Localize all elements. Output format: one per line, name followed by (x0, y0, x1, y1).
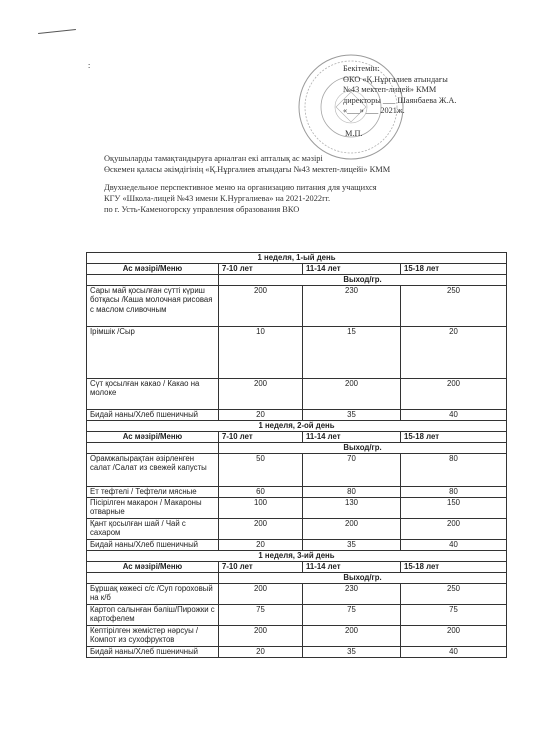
scan-dot: : (88, 61, 91, 70)
portion-grams: 200 (303, 626, 401, 647)
portion-grams: 200 (219, 286, 303, 327)
age-column-header: 7-10 лет (219, 432, 303, 443)
portion-grams: 70 (303, 454, 401, 487)
portion-grams: 200 (401, 626, 507, 647)
portion-grams: 130 (303, 498, 401, 519)
day-title-row (87, 421, 507, 432)
portion-grams: 200 (303, 379, 401, 410)
menu-row (87, 327, 507, 379)
dish-name: Қант қосылған шай / Чай с сахаром (87, 519, 219, 540)
portion-grams: 35 (303, 410, 401, 421)
portion-grams: 230 (303, 286, 401, 327)
column-header-row (87, 432, 507, 443)
portion-grams: 60 (219, 487, 303, 498)
age-column-header: 15-18 лет (401, 432, 507, 443)
menu-table (86, 252, 507, 658)
menu-column-header: Ас мәзірі/Меню (87, 562, 219, 573)
blank-cell (87, 573, 219, 584)
menu-column-header: Ас мәзірі/Меню (87, 432, 219, 443)
portion-grams: 200 (303, 519, 401, 540)
age-column-header: 7-10 лет (219, 264, 303, 275)
dish-name: Пісірілген макарон / Макароны отварные (87, 498, 219, 519)
portion-grams: 20 (219, 647, 303, 658)
dish-name: Сүт қосылған какао / Какао на молоке (87, 379, 219, 410)
portion-grams: 200 (219, 584, 303, 605)
portion-grams: 80 (401, 454, 507, 487)
approval-line-3: №43 мектеп-лицей» КММ (343, 85, 437, 95)
portion-grams: 200 (219, 626, 303, 647)
portion-grams: 75 (401, 605, 507, 626)
portion-grams: 20 (401, 327, 507, 379)
portion-grams: 15 (303, 327, 401, 379)
dish-name: Ет тефтелі / Тефтели мясные (87, 487, 219, 498)
menu-row (87, 519, 507, 540)
portion-grams: 80 (401, 487, 507, 498)
heading-ru (104, 183, 377, 215)
menu-row (87, 584, 507, 605)
heading-kz-line-1: Оқушыларды тамақтандыруға арналған екі апталық ас мәзірі (104, 154, 323, 163)
approval-block (343, 64, 456, 140)
output-header: Выход/гр. (219, 443, 507, 454)
heading-kz (104, 154, 390, 176)
menu-row (87, 498, 507, 519)
dish-name: Кептірілген жемістер нәрсуы /Компот из сухофруктов (87, 626, 219, 647)
age-column-header: 15-18 лет (401, 264, 507, 275)
menu-row (87, 286, 507, 327)
column-header-row (87, 562, 507, 573)
portion-grams: 200 (401, 379, 507, 410)
dish-name: Бидай наны/Хлеб пшеничный (87, 410, 219, 421)
column-header-row (87, 264, 507, 275)
portion-grams: 10 (219, 327, 303, 379)
approval-line-1: Бекітемін: (343, 64, 380, 73)
age-column-header: 15-18 лет (401, 562, 507, 573)
approval-line-6: М.П. (345, 128, 363, 138)
portion-grams: 150 (401, 498, 507, 519)
approval-line-2: ӨКО «Қ.Нұргалиев атындағы (343, 74, 448, 84)
portion-grams: 35 (303, 540, 401, 551)
day-title: 1 неделя, 3-ий день (87, 551, 507, 562)
age-column-header: 11-14 лет (303, 562, 401, 573)
portion-grams: 250 (401, 286, 507, 327)
output-header: Выход/гр. (219, 573, 507, 584)
heading-ru-line-2: КГУ «Школа-лицей №43 имени К.Нургалиева» на 2021-2022гг. (104, 193, 331, 203)
portion-grams: 100 (219, 498, 303, 519)
age-column-header: 7-10 лет (219, 562, 303, 573)
age-column-header: 11-14 лет (303, 432, 401, 443)
portion-grams: 200 (401, 519, 507, 540)
day-title: 1 неделя, 2-ой день (87, 421, 507, 432)
dish-name: Ірімшік /Сыр (87, 327, 219, 379)
portion-grams: 40 (401, 410, 507, 421)
menu-row (87, 410, 507, 421)
menu-row (87, 454, 507, 487)
dish-name: Бидай наны/Хлеб пшеничный (87, 540, 219, 551)
portion-grams: 200 (219, 379, 303, 410)
heading-ru-line-3: по г. Усть-Каменогорску управления образования ВКО (104, 204, 300, 214)
dish-name: Бидай наны/Хлеб пшеничный (87, 647, 219, 658)
output-header-row (87, 275, 507, 286)
portion-grams: 75 (219, 605, 303, 626)
output-header: Выход/гр. (219, 275, 507, 286)
approval-line-5: «___» ___ 2021ж. (343, 106, 405, 116)
portion-grams: 75 (303, 605, 401, 626)
blank-cell (87, 443, 219, 454)
heading-kz-line-2: Өскемен қаласы әкімдігінің «Қ.Нұргалиев атындағы №43 мектеп-лицейі» КММ (104, 164, 391, 174)
approval-line-4: директоры ___ Шаянбаева Ж.А. (343, 95, 457, 105)
menu-row (87, 647, 507, 658)
portion-grams: 80 (303, 487, 401, 498)
menu-row (87, 605, 507, 626)
portion-grams: 20 (219, 410, 303, 421)
dish-name: Картоп салынған бәліш/Пирожки с картофелем (87, 605, 219, 626)
portion-grams: 200 (219, 519, 303, 540)
output-header-row (87, 573, 507, 584)
menu-row (87, 540, 507, 551)
menu-row (87, 626, 507, 647)
portion-grams: 50 (219, 454, 303, 487)
portion-grams: 40 (401, 647, 507, 658)
menu-row (87, 379, 507, 410)
portion-grams: 250 (401, 584, 507, 605)
menu-row (87, 487, 507, 498)
dish-name: Сары май қосылған сүтті күриш ботқасы /Каша молочная рисовая с маслом сливочным (87, 286, 219, 327)
output-header-row (87, 443, 507, 454)
scan-artifact-line (38, 29, 76, 34)
portion-grams: 230 (303, 584, 401, 605)
portion-grams: 35 (303, 647, 401, 658)
dish-name: Орамжапырақтан әзірленген салат /Салат из свежей капусты (87, 454, 219, 487)
day-title-row (87, 253, 507, 264)
day-title-row (87, 551, 507, 562)
dish-name: Бұршақ көжесі с/с /Суп гороховый на к/б (87, 584, 219, 605)
heading-ru-line-1: Двухнедельное перспективное меню на организацию питания для учащихся (104, 183, 377, 192)
menu-column-header: Ас мәзірі/Меню (87, 264, 219, 275)
blank-cell (87, 275, 219, 286)
portion-grams: 20 (219, 540, 303, 551)
day-title: 1 неделя, 1-ый день (87, 253, 507, 264)
portion-grams: 40 (401, 540, 507, 551)
age-column-header: 11-14 лет (303, 264, 401, 275)
